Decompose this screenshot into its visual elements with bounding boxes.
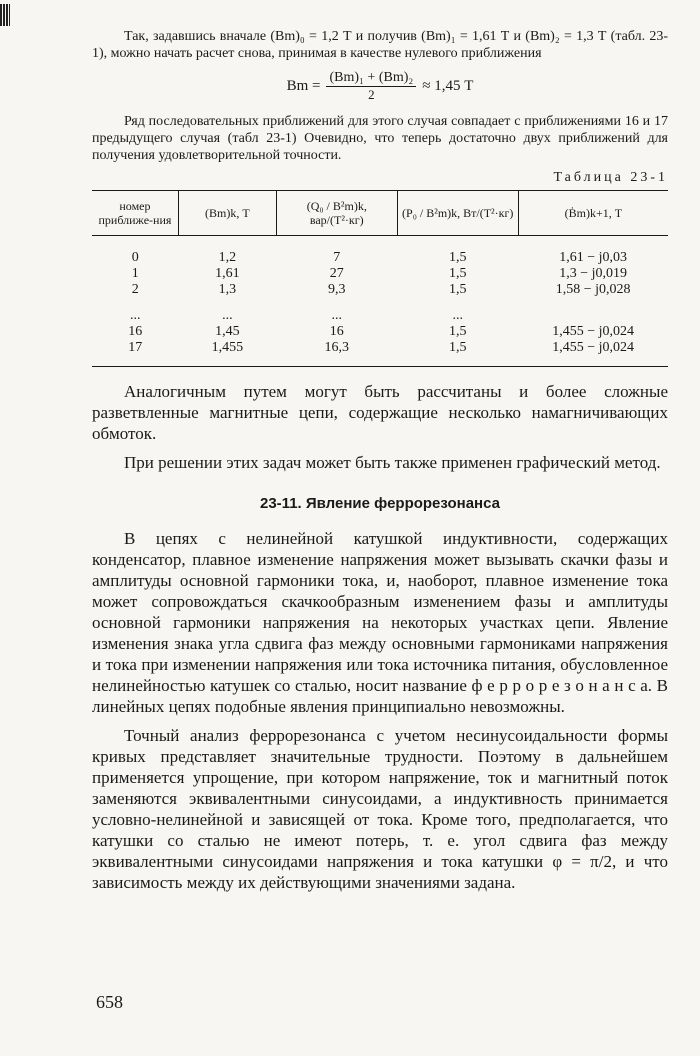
table-cell: 1,58 − j0,028 <box>555 282 631 297</box>
table-cell: 1,455 − j0,024 <box>552 340 634 355</box>
formula-fraction <box>326 70 416 103</box>
formula-bm <box>92 70 668 103</box>
table-cell: 1,5 <box>448 324 467 339</box>
table-cell: 1,3 <box>218 282 237 297</box>
page-content <box>92 28 668 893</box>
header-q0-ratio: (Q₀ / B²m)k, вар/(Т²·кг) <box>276 191 397 236</box>
table-cell: 2 <box>131 282 139 297</box>
table-caption: Таблица 23-1 <box>553 170 668 185</box>
page-number: 658 <box>96 992 123 1012</box>
table-cell: 1 <box>131 266 139 281</box>
table-cell: 1,5 <box>448 266 467 281</box>
table-row <box>92 236 668 267</box>
scan-edge-mark <box>0 4 10 26</box>
table-cell: 1,5 <box>448 340 467 355</box>
table-cell: 1,2 <box>218 250 237 265</box>
paragraph-intro: Так, задавшись вначале (Bm)₀ = 1,2 Т и получив (Bm)₁ = 1,61 Т и (Bm)₂ = 1,3 Т (табл. 23-1), можно начать расчет снова, принимая в качестве нулевого приближения <box>92 29 668 61</box>
table-cell: ... <box>222 308 233 323</box>
table-header-row <box>92 191 668 236</box>
header-p0-ratio: (P₀ / B²m)k, Вт/(Т²·кг) <box>397 191 518 236</box>
table-cell: ... <box>129 308 141 323</box>
paragraph-approximations: Ряд последовательных приближений для этого случая совпадает с приближениями 16 и 17 предыдущего случая (табл 23-1) Очевидно, что теперь достаточно двух приближений для получения удовлетворительной точности. <box>92 114 668 163</box>
table-cell: 1,61 <box>215 266 240 281</box>
formula-numerator: (Bm)₁ + (Bm)₂ <box>326 70 416 87</box>
formula-rhs: ≈ 1,45 Т <box>422 78 474 94</box>
table-cell: 1,45 <box>215 324 240 339</box>
formula-denominator: 2 <box>368 87 375 102</box>
table-cell: 1,5 <box>448 282 467 297</box>
paragraph-analysis: Точный анализ феррорезонанса с учетом несинусоидальности формы кривых представляет значительные трудности. Поэтому в дальнейшем применяется упрощение, при котором напряжение, ток и магнитный поток заменяются эквивалентными синусоидами, а индуктивность принимается условно-нелинейной и зависящей от тока. Кроме того, предполагается, что катушки со сталью не имеют потерь, т. е. угол сдвига фаз между эквивалентными синусоидами напряжения и тока катушки φ = π/2, и что зависимость между их действующими значениями задана. <box>92 726 668 892</box>
table-cell: 16 <box>329 324 344 339</box>
table-row-ellipsis <box>92 298 668 324</box>
approximation-table <box>92 190 668 367</box>
header-bm-k: (Bm)k, Т <box>178 191 276 236</box>
table-cell: 9,3 <box>328 282 346 297</box>
table-cell: 0 <box>131 250 139 265</box>
table-cell: 27 <box>329 266 344 281</box>
table-cell: 1,61 − j0,03 <box>559 250 627 265</box>
table-cell: ... <box>452 308 463 323</box>
table-cell: 17 <box>128 340 143 355</box>
table-cell: 1,3 − j0,019 <box>559 266 627 281</box>
paragraph-analogous: Аналогичным путем могут быть рассчитаны и более сложные разветвленные магнитные цепи, содержащие несколько намагничивающих обмоток. <box>92 382 668 443</box>
formula-lhs: Bm = <box>286 78 321 94</box>
table-cell: 16,3 <box>324 340 350 355</box>
table-row <box>92 266 668 282</box>
table-cell: ... <box>331 308 343 323</box>
paragraph-ferroresonance: В цепях с нелинейной катушкой индуктивности, содержащих конденсатор, плавное изменение напряжения может вызывать скачки фазы и амплитуды основной гармоники тока, и, наоборот, плавное изменение тока может сопровождаться скачкообразным изменением фазы и амплитуды основной гармоники напряжения на некоторых участках цепи. Явление изменения знака угла сдвига фаз между основными гармониками напряжения и тока при изменении напряжения или тока источника питания, обусловленное нелинейностью катушек со сталью, носит название ф е р р о р е з о н а н с а. В линейных цепях подобные явления принципиально невозможны. <box>92 529 668 716</box>
table-row <box>92 340 668 367</box>
header-approx-number: номер приближе-ния <box>98 199 172 227</box>
table-cell: 16 <box>128 324 143 339</box>
table-cell: 7 <box>333 250 341 265</box>
paragraph-graphical: При решении этих задач может быть также применен графический метод. <box>124 453 661 472</box>
header-bm-next: (Ḃm)k+1, Т <box>518 191 668 236</box>
table-cell: 1,455 <box>211 340 244 355</box>
table-cell <box>518 298 668 324</box>
section-heading: 23-11. Явление феррорезонанса <box>260 495 500 512</box>
table-row <box>92 282 668 298</box>
table-cell: 1,5 <box>448 250 467 265</box>
table-cell: 1,455 − j0,024 <box>552 324 634 339</box>
table-row <box>92 324 668 340</box>
